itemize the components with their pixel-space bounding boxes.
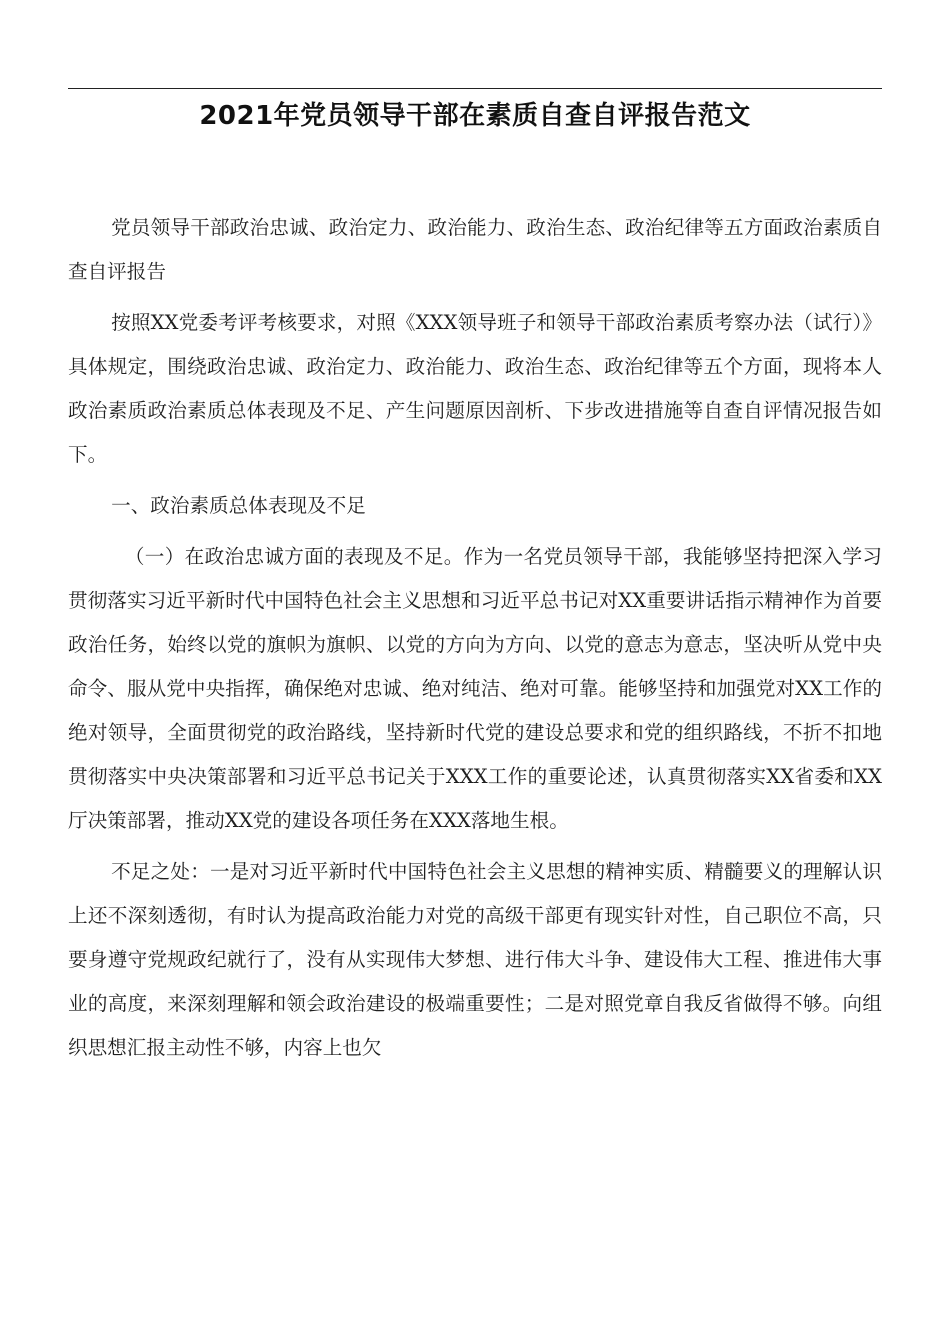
paragraph-loyalty: （一）在政治忠诚方面的表现及不足。作为一名党员领导干部，我能够坚持把深入学习贯彻落实习近平新时代中国特色社会主义思想和习近平总书记对XX重要讲话指示精神作为首要政治任务，始终以党的旗帜为旗帜、以党的方向为方向、以党的意志为意志，坚决听从党中央命令、服从党中央指挥，确保绝对忠诚、绝对纯洁、绝对可靠。能够坚持和加强党对XX工作的绝对领导，全面贯彻党的政治路线，坚持新时代党的建设总要求和党的组织路线，不折不扣地贯彻落实中央决策部署和习近平总书记关于XXX工作的重要论述，认真贯彻落实XX省委和XX厅决策部署，推动XX党的建设各项任务在XXX落地生根。 <box>68 545 882 832</box>
paragraph-shortcomings: 不足之处：一是对习近平新时代中国特色社会主义思想的精神实质、精髓要义的理解认识上还不深刻透彻，有时认为提高政治能力对党的高级干部更有现实针对性，自己职位不高，只要身遵守党规政纪就行了，没有从实现伟大梦想、进行伟大斗争、建设伟大工程、推进伟大事业的高度，来深刻理解和领会政治建设的极端重要性；二是对照党章自我反省做得不够。向组织思想汇报主动性不够，内容上也欠 <box>68 860 882 1059</box>
document-title: 2021年党员领导干部在素质自查自评报告范文 <box>199 101 751 131</box>
header-rule <box>68 88 882 89</box>
paragraph-subtitle: 党员领导干部政治忠诚、政治定力、政治能力、政治生态、政治纪律等五方面政治素质自查自评报告 <box>68 216 882 283</box>
paragraph-intro: 按照XX党委考评考核要求，对照《XXX领导班子和领导干部政治素质考察办法（试行）》具体规定，围绕政治忠诚、政治定力、政治能力、政治生态、政治纪律等五个方面，现将本人政治素质政治素质总体表现及不足、产生问题原因剖析、下步改进措施等自查自评情况报告如下。 <box>68 311 882 466</box>
section-heading: 一、政治素质总体表现及不足 <box>111 494 366 517</box>
document-body <box>68 206 882 1077</box>
